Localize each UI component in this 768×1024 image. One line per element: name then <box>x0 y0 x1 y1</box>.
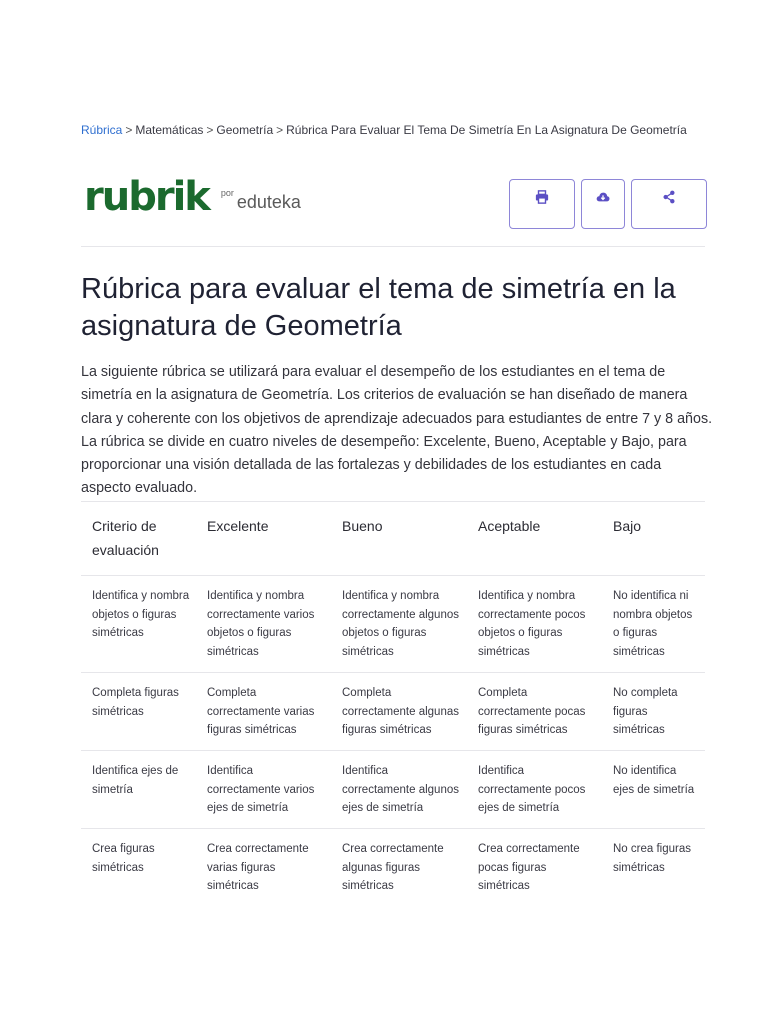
rubrik-logo[interactable] <box>84 176 301 218</box>
column-header-excelente: Excelente <box>196 502 331 576</box>
table-cell: Identifica y nombra objetos o figuras simétricas <box>81 576 196 673</box>
cloud-download-icon <box>596 190 610 204</box>
action-buttons <box>509 179 707 229</box>
column-header-bajo: Bajo <box>602 502 705 576</box>
table-cell: Identifica correctamente pocos ejes de simetría <box>467 750 602 828</box>
breadcrumb-link-matematicas[interactable]: Matemáticas <box>135 123 204 137</box>
table-cell: Identifica ejes de simetría <box>81 750 196 828</box>
table-cell: Completa correctamente pocas figuras simétricas <box>467 672 602 750</box>
logo-org: eduteka <box>236 192 301 212</box>
table-cell: Crea figuras simétricas <box>81 829 196 907</box>
breadcrumb-link-geometria[interactable]: Geometría <box>216 123 274 137</box>
table-row <box>81 829 705 907</box>
column-header-bueno: Bueno <box>331 502 467 576</box>
table-cell: Crea correctamente pocas figuras simétricas <box>467 829 602 907</box>
table-cell: Identifica correctamente varios ejes de simetría <box>196 750 331 828</box>
logo-por: por <box>220 188 234 198</box>
table-cell: Completa correctamente varias figuras simétricas <box>196 672 331 750</box>
header-divider <box>81 246 705 247</box>
breadcrumb-separator: > <box>276 123 284 137</box>
page-title: Rúbrica para evaluar el tema de simetría en la asignatura de Geometría <box>81 273 676 342</box>
table-cell: No identifica ni nombra objetos o figuras simétricas <box>602 576 705 673</box>
table-cell: No crea figuras simétricas <box>602 829 705 907</box>
breadcrumb-separator: > <box>206 123 214 137</box>
table-cell: Identifica correctamente algunos ejes de simetría <box>331 750 467 828</box>
share-icon <box>662 190 676 204</box>
breadcrumb <box>81 123 687 137</box>
table-cell: Identifica y nombra correctamente varios objetos o figuras simétricas <box>196 576 331 673</box>
rubric-table <box>81 501 705 906</box>
table-cell: Crea correctamente algunas figuras simétricas <box>331 829 467 907</box>
table-row <box>81 750 705 828</box>
column-header-criterio: Criterio de evaluación <box>81 502 196 576</box>
table-cell: Identifica y nombra correctamente pocos objetos o figuras simétricas <box>467 576 602 673</box>
table-header-row <box>81 502 705 576</box>
table-cell: No completa figuras simétricas <box>602 672 705 750</box>
breadcrumb-separator: > <box>125 123 133 137</box>
share-button[interactable] <box>631 179 707 229</box>
table-cell: No identifica ejes de simetría <box>602 750 705 828</box>
column-header-aceptable: Aceptable <box>467 502 602 576</box>
table-cell: Identifica y nombra correctamente algunos objetos o figuras simétricas <box>331 576 467 673</box>
table-row <box>81 576 705 673</box>
intro-paragraph: La siguiente rúbrica se utilizará para evaluar el desempeño de los estudiantes en el tema de simetría en la asignatura de Geometría. Los criterios de evaluación se han diseñado de manera clara y coherente con los objetivos de aprendizaje adecuados para estudiantes de entre 7 y 8 años. La rúbrica se divide en cuatro niveles de desempeño: Excelente, Bueno, Aceptable y Bajo, para proporcionar una visión detallada de las fortalezas y debilidades de los estudiantes en cada aspecto evaluado. <box>81 364 713 497</box>
table-cell: Crea correctamente varias figuras simétricas <box>196 829 331 907</box>
table-row <box>81 672 705 750</box>
breadcrumb-link-rubrica[interactable]: Rúbrica <box>81 123 123 137</box>
print-button[interactable] <box>509 179 575 229</box>
logo-brand: rubrik <box>84 174 209 220</box>
table-cell: Completa figuras simétricas <box>81 672 196 750</box>
download-button[interactable] <box>581 179 625 229</box>
table-cell: Completa correctamente algunas figuras simétricas <box>331 672 467 750</box>
printer-icon <box>535 190 549 204</box>
breadcrumb-current: Rúbrica Para Evaluar El Tema De Simetría En La Asignatura De Geometría <box>286 123 687 137</box>
